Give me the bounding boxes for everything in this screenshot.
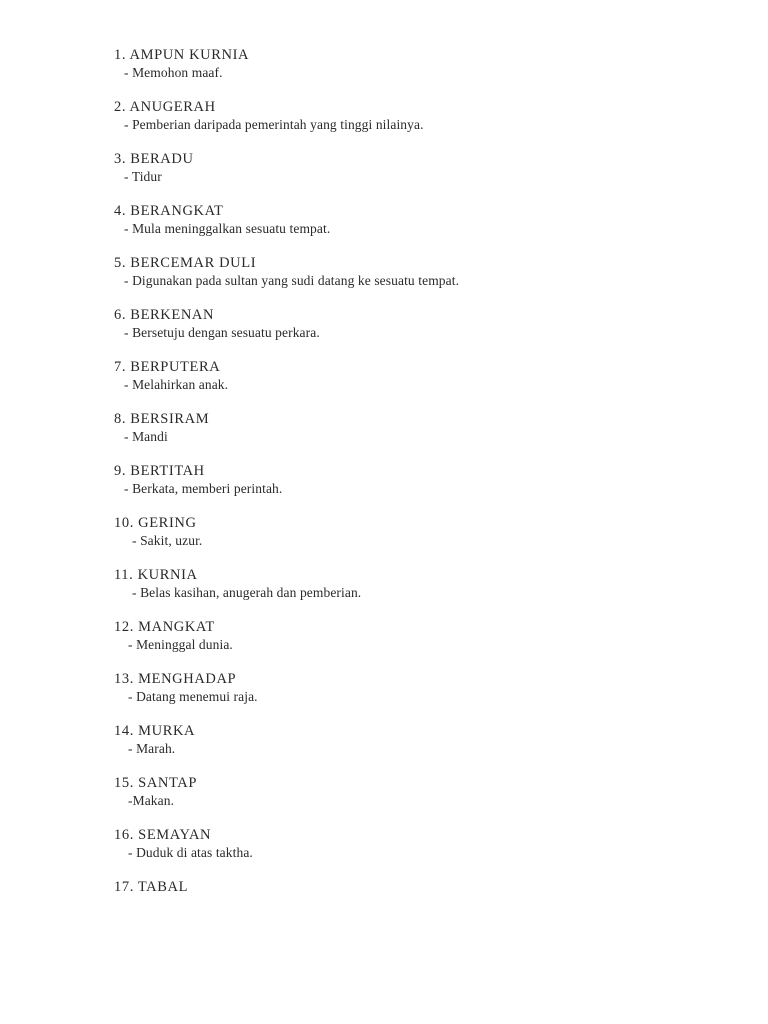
entry-term: 10. GERING [114,515,197,531]
entry-definition: - Bersetuju dengan sesuatu perkara. [124,325,320,340]
entry-definition: - Berkata, memberi perintah. [124,481,283,496]
entry-term: 6. BERKENAN [114,307,215,323]
entry-definition: - Meninggal dunia. [128,637,233,652]
entry-definition: - Pemberian daripada pemerintah yang tinggi nilainya. [124,117,424,132]
entry-definition: -Makan. [128,793,175,808]
entry-term: 8. BERSIRAM [114,411,210,427]
entry-definition: - Mandi [124,429,168,444]
entry-term: 9. BERTITAH [114,463,205,479]
entry-term: 14. MURKA [114,723,196,739]
entry-definition: - Memohon maaf. [124,65,223,80]
entry-definition: - Tidur [124,169,162,184]
entry-term: 13. MENGHADAP [114,671,237,687]
entry-term: 1. AMPUN KURNIA [114,47,250,63]
entry-definition: - Digunakan pada sultan yang sudi datang ke sesuatu tempat. [124,273,460,288]
entry-term: 15. SANTAP [114,775,197,791]
entry-term: 2. ANUGERAH [114,99,216,115]
entry-definition: - Datang menemui raja. [128,689,258,704]
entry-term: 5. BERCEMAR DULI [114,255,257,271]
entry-term: 4. BERANGKAT [114,203,224,219]
entry-definition: - Melahirkan anak. [124,377,229,392]
entry-term: 11. KURNIA [114,567,198,583]
entry-term: 12. MANGKAT [114,619,215,635]
entry-term: 3. BERADU [114,151,194,167]
entry-term: 17. TABAL [114,879,189,895]
entry-definition: - Belas kasihan, anugerah dan pemberian. [132,585,362,600]
entry-definition: - Duduk di atas taktha. [128,845,253,860]
entry-definition: - Sakit, uzur. [132,533,203,548]
entry-definition: - Marah. [128,741,176,756]
entry-term: 16. SEMAYAN [114,827,212,843]
entry-definition: - Mula meninggalkan sesuatu tempat. [124,221,331,236]
entry-term: 7. BERPUTERA [114,359,221,375]
